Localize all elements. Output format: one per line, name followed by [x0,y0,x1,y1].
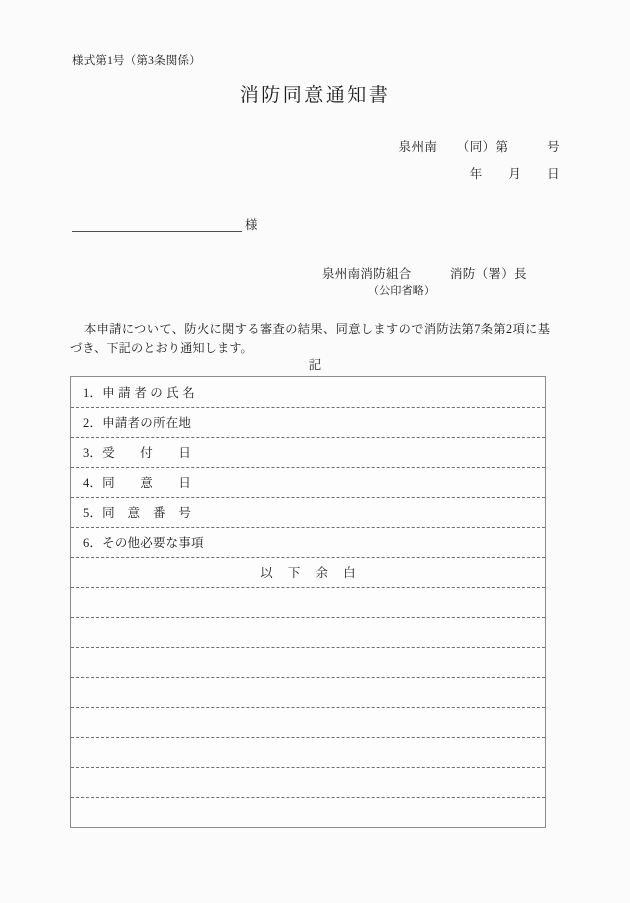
table-row-empty[interactable] [71,647,545,677]
table-row [71,437,545,467]
body-paragraph: 本申請について、防火に関する審査の結果、同意しますので消防法第7条第2項に基づき、下記のとおり通知します。 [70,322,550,355]
table-row [71,557,545,587]
table-row [71,677,545,707]
ki-heading: 記 [308,358,322,372]
table-row-label[interactable]: 2．申請者の所在地 [71,407,545,437]
table-row-empty[interactable] [71,767,545,797]
table-row-label[interactable]: 5．同 意 番 号 [71,497,545,527]
table-row [71,467,545,497]
addressee-input-line[interactable] [72,214,242,232]
document-number-field: 泉州南 （同）第 号 [398,140,560,154]
table-row [71,647,545,677]
blank-below-note: 以 下 余 白 [71,557,545,587]
addressee-block [72,214,258,232]
table-row [71,797,545,827]
addressee-honorific: 様 [245,217,258,232]
issuer-name: 泉州南消防組合 消防（署）長 [322,267,527,281]
table-row-empty[interactable] [71,617,545,647]
table-row-label[interactable]: 1．申 請 者 の 氏 名 [71,377,545,407]
form-number-label: 様式第1号（第3条関係） [72,55,201,67]
notification-table [70,376,546,828]
table-row-label[interactable]: 6．その他必要な事項 [71,527,545,557]
table-row [71,767,545,797]
table-row-empty[interactable] [71,797,545,827]
table-row [71,587,545,617]
table-row [71,707,545,737]
table-row-empty[interactable] [71,737,545,767]
table-row-empty[interactable] [71,587,545,617]
table-row [71,617,545,647]
table-row [71,527,545,557]
table-row-label[interactable]: 3．受 付 日 [71,437,545,467]
issuer-seal-note: （公印省略） [368,285,436,297]
page-title: 消防同意通知書 [239,85,391,106]
table-row [71,497,545,527]
document-date-field: 年 月 日 [469,167,560,181]
table-row-label[interactable]: 4．同 意 日 [71,467,545,497]
table-row-empty[interactable] [71,677,545,707]
table-row-empty[interactable] [71,707,545,737]
table-row [71,377,545,407]
table-row [71,737,545,767]
table-row [71,407,545,437]
